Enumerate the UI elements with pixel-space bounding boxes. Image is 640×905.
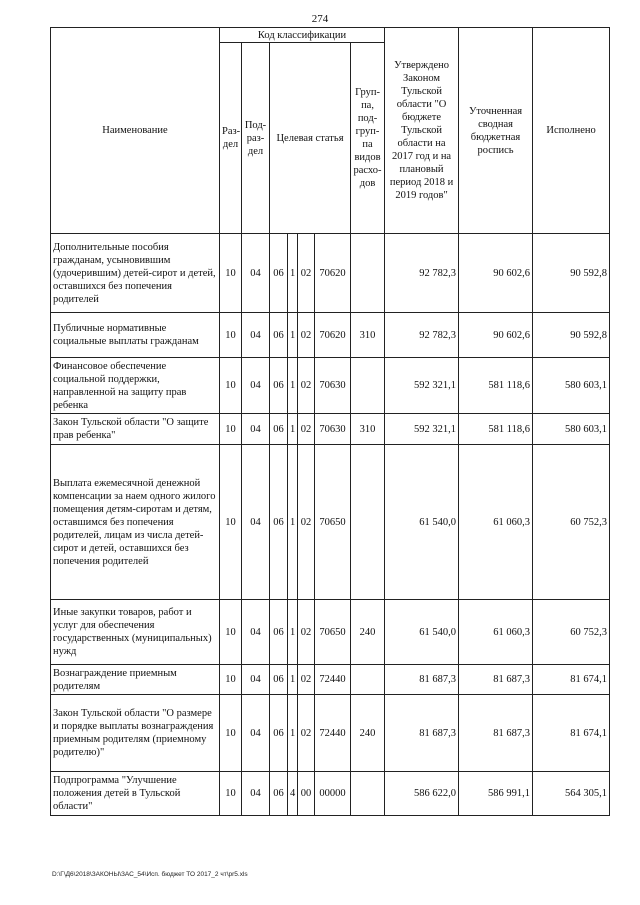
row-target-direction: 70630	[315, 414, 351, 445]
row-executed: 60 752,3	[533, 445, 610, 600]
header-executed: Исполнено	[533, 28, 610, 234]
row-name: Публичные нормативные социальные выплаты гражданам	[51, 313, 220, 358]
row-subsection: 04	[242, 600, 270, 665]
header-row-1	[51, 28, 610, 43]
row-target-direction: 70620	[315, 313, 351, 358]
row-target-subprogram: 4	[288, 772, 298, 816]
row-revised: 90 602,6	[459, 313, 533, 358]
table-row	[51, 414, 610, 445]
row-subsection: 04	[242, 695, 270, 772]
row-expense-group	[351, 772, 385, 816]
row-target-direction: 00000	[315, 772, 351, 816]
row-target-subprogram: 1	[288, 313, 298, 358]
file-path-footer: D:\Г\Д6\2018\ЗАКОНЫ\ЗАС_54\Исп. бюджет ТО 2017_2 чт\pr5.xls	[52, 871, 248, 878]
row-revised: 81 687,3	[459, 695, 533, 772]
page-number: 274	[311, 13, 329, 25]
header-section: Раз-дел	[220, 43, 242, 234]
row-target-direction: 70620	[315, 234, 351, 313]
row-revised: 81 687,3	[459, 665, 533, 695]
row-target-subprogram: 1	[288, 600, 298, 665]
row-target-subprogram: 1	[288, 358, 298, 414]
row-expense-group: 240	[351, 600, 385, 665]
row-target-program: 06	[270, 234, 288, 313]
row-executed: 580 603,1	[533, 414, 610, 445]
row-revised: 90 602,6	[459, 234, 533, 313]
row-name: Закон Тульской области "О защите прав ребенка"	[51, 414, 220, 445]
row-name: Выплата ежемесячной денежной компенсации за наем одного жилого помещения детям-сиротам и детям, оставшимся без попечения родителей, лицам из числа детей-сирот и детей, оставшихся без попечения родителей	[51, 445, 220, 600]
row-expense-group	[351, 234, 385, 313]
row-subsection: 04	[242, 665, 270, 695]
table-row	[51, 445, 610, 600]
table-body	[51, 234, 610, 816]
row-executed: 81 674,1	[533, 665, 610, 695]
table-row	[51, 772, 610, 816]
row-target-program: 06	[270, 414, 288, 445]
row-target-subprogram: 1	[288, 414, 298, 445]
row-section: 10	[220, 772, 242, 816]
row-target-program: 06	[270, 600, 288, 665]
header-approved: Утверждено Законом Тульской области "О бюджете Тульской области на 2017 год и на плановый период 2018 и 2019 годов"	[385, 28, 459, 234]
row-revised: 61 060,3	[459, 445, 533, 600]
row-executed: 580 603,1	[533, 358, 610, 414]
row-approved: 586 622,0	[385, 772, 459, 816]
table-row	[51, 665, 610, 695]
row-target-main-event: 02	[298, 695, 315, 772]
row-name: Подпрограмма "Улучшение положения детей в Тульской области"	[51, 772, 220, 816]
row-name: Дополнительные пособия гражданам, усыновившим (удочерившим) детей-сирот и детей, оставшихся без попечения родителей	[51, 234, 220, 313]
header-revised: Уточненная сводная бюджетная роспись	[459, 28, 533, 234]
row-subsection: 04	[242, 414, 270, 445]
row-target-main-event: 02	[298, 313, 315, 358]
row-target-program: 06	[270, 772, 288, 816]
row-expense-group: 240	[351, 695, 385, 772]
row-approved: 61 540,0	[385, 600, 459, 665]
row-approved: 81 687,3	[385, 695, 459, 772]
row-target-subprogram: 1	[288, 234, 298, 313]
table-row	[51, 234, 610, 313]
row-target-main-event: 00	[298, 772, 315, 816]
row-name: Финансовое обеспечение социальной поддержки, направленной на защиту прав ребенка	[51, 358, 220, 414]
row-target-subprogram: 1	[288, 665, 298, 695]
header-target: Целевая статья	[270, 43, 351, 234]
row-approved: 592 321,1	[385, 414, 459, 445]
row-subsection: 04	[242, 358, 270, 414]
row-target-direction: 70630	[315, 358, 351, 414]
row-section: 10	[220, 414, 242, 445]
row-executed: 564 305,1	[533, 772, 610, 816]
row-name: Вознаграждение приемным родителям	[51, 665, 220, 695]
row-target-program: 06	[270, 665, 288, 695]
row-executed: 60 752,3	[533, 600, 610, 665]
row-executed: 81 674,1	[533, 695, 610, 772]
row-expense-group	[351, 358, 385, 414]
row-revised: 586 991,1	[459, 772, 533, 816]
row-section: 10	[220, 313, 242, 358]
row-target-main-event: 02	[298, 665, 315, 695]
row-subsection: 04	[242, 234, 270, 313]
row-target-main-event: 02	[298, 414, 315, 445]
row-revised: 581 118,6	[459, 414, 533, 445]
row-target-subprogram: 1	[288, 695, 298, 772]
row-executed: 90 592,8	[533, 234, 610, 313]
row-section: 10	[220, 695, 242, 772]
row-subsection: 04	[242, 772, 270, 816]
row-target-program: 06	[270, 445, 288, 600]
row-target-main-event: 02	[298, 600, 315, 665]
row-approved: 81 687,3	[385, 665, 459, 695]
row-section: 10	[220, 600, 242, 665]
row-target-main-event: 02	[298, 234, 315, 313]
row-subsection: 04	[242, 445, 270, 600]
row-expense-group	[351, 665, 385, 695]
row-target-main-event: 02	[298, 358, 315, 414]
table-row	[51, 600, 610, 665]
row-target-direction: 70650	[315, 445, 351, 600]
row-target-direction: 72440	[315, 665, 351, 695]
row-target-program: 06	[270, 358, 288, 414]
row-approved: 592 321,1	[385, 358, 459, 414]
header-group: Груп-па, под-груп-па видов расхо-дов	[351, 43, 385, 234]
table-row	[51, 313, 610, 358]
row-revised: 581 118,6	[459, 358, 533, 414]
row-section: 10	[220, 234, 242, 313]
row-subsection: 04	[242, 313, 270, 358]
row-name: Закон Тульской области "О размере и порядке выплаты вознаграждения приемным родителям (приемному родителю)"	[51, 695, 220, 772]
header-subsection: Под-раз-дел	[242, 43, 270, 234]
table-row	[51, 358, 610, 414]
row-expense-group	[351, 445, 385, 600]
table-row	[51, 695, 610, 772]
row-target-direction: 72440	[315, 695, 351, 772]
row-section: 10	[220, 358, 242, 414]
row-section: 10	[220, 445, 242, 600]
header-classification: Код классификации	[220, 28, 385, 43]
row-executed: 90 592,8	[533, 313, 610, 358]
row-name: Иные закупки товаров, работ и услуг для обеспечения государственных (муниципальных) нужд	[51, 600, 220, 665]
budget-table	[50, 27, 610, 816]
row-revised: 61 060,3	[459, 600, 533, 665]
row-approved: 92 782,3	[385, 313, 459, 358]
row-approved: 61 540,0	[385, 445, 459, 600]
row-section: 10	[220, 665, 242, 695]
row-expense-group: 310	[351, 313, 385, 358]
row-target-subprogram: 1	[288, 445, 298, 600]
row-approved: 92 782,3	[385, 234, 459, 313]
header-name: Наименование	[51, 28, 220, 234]
row-target-program: 06	[270, 313, 288, 358]
row-target-direction: 70650	[315, 600, 351, 665]
row-target-program: 06	[270, 695, 288, 772]
row-target-main-event: 02	[298, 445, 315, 600]
row-expense-group: 310	[351, 414, 385, 445]
